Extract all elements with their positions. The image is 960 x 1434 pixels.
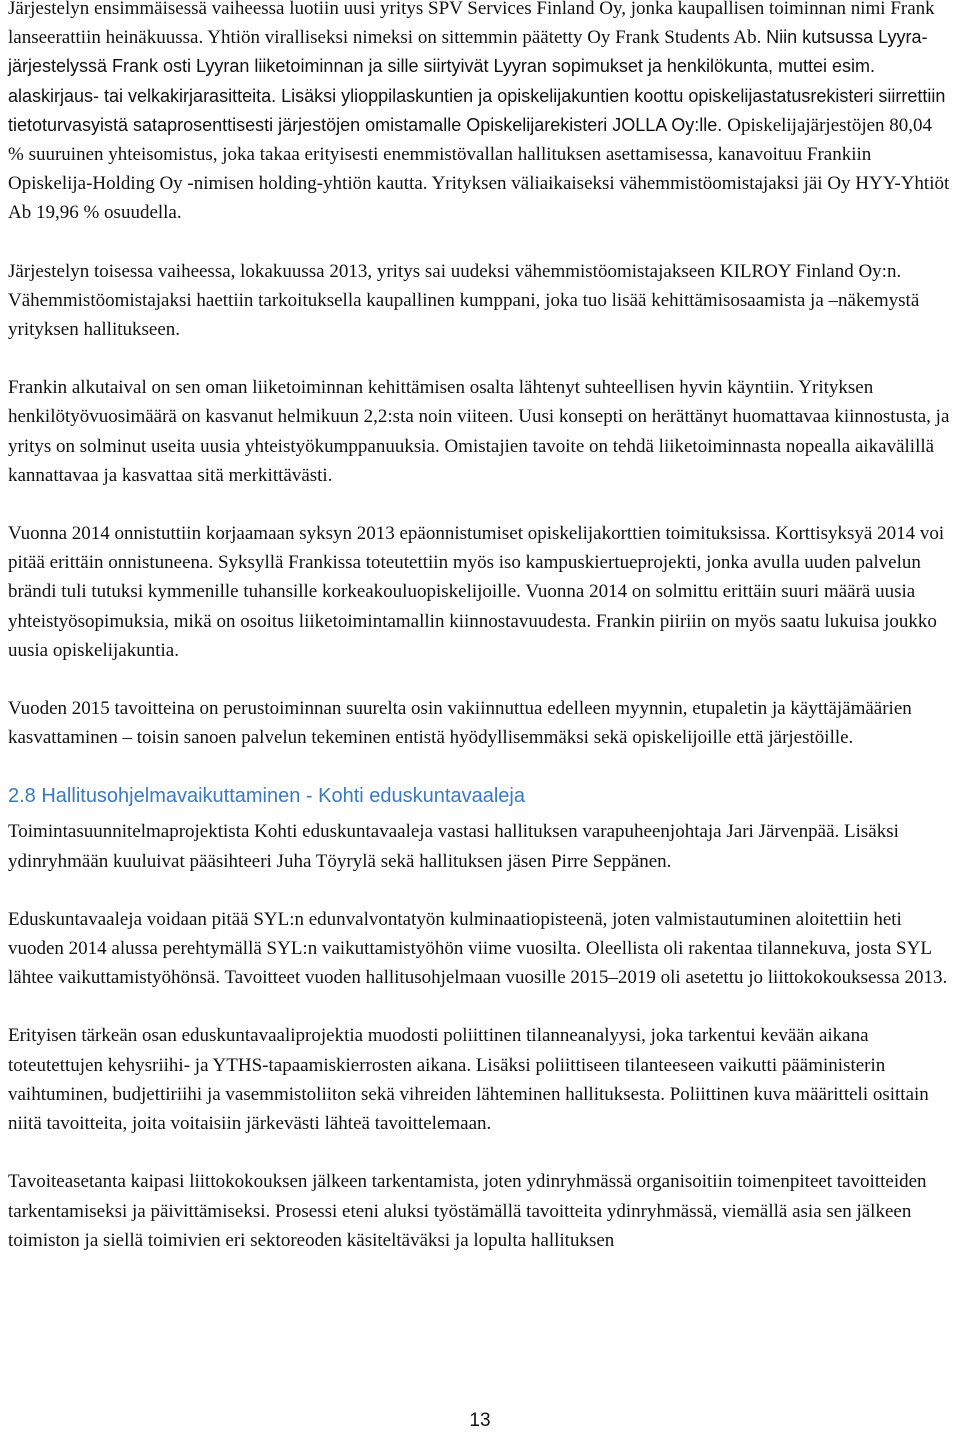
paragraph-project-team: Toimintasuunnitelmaprojektista Kohti eduskuntavaaleja vastasi hallituksen varapuheenjohtaja Jari Järvenpää. Lisäksi ydinryhmään kuuluivat pääsihteeri Juha Töyrylä sekä hallituksen jäsen Pirre Seppänen.	[8, 821, 899, 872]
page-number: 13	[469, 1410, 491, 1431]
paragraph-political-analysis: Erityisen tärkeän osan eduskuntavaaliprojektia muodosti poliittinen tilanneanalyysi, joka tarkentui kevään aikana toteutettujen kehysriihi- ja YTHS-tapaamiskierrosten aikana. Lisäksi poliittiseen tilanteeseen vaikutti pääministerin vaihtuminen, budjettiriihi ja vasemmistoliiton sekä vihreiden lähteminen hallituksesta. Poliittinen kuva määritteli osittain niitä tavoitteita, joita voitaisiin järkevästi lähteä tavoittelemaan.	[8, 1025, 929, 1135]
paragraph-2014-cards: Vuonna 2014 onnistuttiin korjaamaan syksyn 2013 epäonnistumiset opiskelijakorttien toimituksissa. Korttisyksyä 2014 voi pitää erittäin onnistuneena. Syksyllä Frankissa toteutettiin myös iso kampuskiertueprojekti, jonka avulla uuden palvelun brändi tuli tutuksi kymmenille tuhansille korkeakouluopiskelijoille. Vuonna 2014 on solmittu erittäin suuri määrä uusia yhteistyösopimuksia, mikä on osoitus liiketoimintamallin kiinnostavuudesta. Frankin piiriin on myös saatu lukuisa joukko uusia opiskelijakuntia.	[8, 523, 945, 661]
paragraph-frank-development: Frankin alkutaival on sen oman liiketoiminnan kehittämisen osalta lähtenyt suhteellisen hyvin käyntiin. Yrityksen henkilötyövuosimäärä on kasvanut helmikuun 2,2:sta noin viiteen. Uusi konsepti on herättänyt huomattavaa kiinnostusta, ja yritys on solminut useita uusia yhteistyökumppanuuksia. Omistajien tavoite on tehdä liiketoiminnasta nopealla aikavälillä kannattavaa ja kasvattaa sitä merkittävästi.	[8, 377, 950, 486]
paragraph-frank-arrangement-phase-1	[8, 0, 952, 228]
paragraph-2015-goals: Vuoden 2015 tavoitteina on perustoiminnan suurelta osin vakiinnuttua edelleen myynnin, etupaletin ja käyttäjämäärien kasvattaminen – toisin sanoen palvelun tekeminen entistä hyödyllisemmäksi sekä opiskelijoille että järjestöille.	[8, 698, 912, 749]
document-page	[8, 0, 952, 1284]
paragraph-segment: Opiskelijajärjestöjen 80,04 % suuruinen yhteisomistus, joka takaa erityisesti enemmistövallan hallituksen asettamisessa, kanavoituu Frankiin Opiskelija-Holding Oy -nimisen holding-yhtiön kautta. Yrityksen väliaikaiseksi vähemmistöomistajaksi jäi Oy HYY-Yhtiöt Ab 19,96 % osuudella.	[8, 114, 950, 224]
paragraph-frank-arrangement-phase-2: Järjestelyn toisessa vaiheessa, lokakuussa 2013, yritys sai uudeksi vähemmistöomistajakseen KILROY Finland Oy:n. Vähemmistöomistajaksi haettiin tarkoituksella kaupallinen kumppani, joka tuo lisää kehittämisosaamista ja –näkemystä yrityksen hallitukseen.	[8, 260, 920, 341]
paragraph-segment-sans: Niin kutsussa Lyyra-järjestelyssä Frank osti Lyyran liiketoiminnan ja sille siirtyivät Lyyran sopimukset ja henkilökunta, muttei esim. alaskirjaus- tai velkakirjarasitteita. Lisäksi ylioppilaskuntien ja opiskelijakuntien koottu opiskelijastatusrekisteri siirrettiin tietoturvasyistä sataprosenttisesti järjestöjen omistamalle Opiskelijarekisteri JOLLA Oy:lle.	[8, 27, 946, 135]
paragraph-election-preparation: Eduskuntavaaleja voidaan pitää SYL:n edunvalvontatyön kulminaatiopisteenä, joten valmistautuminen aloitettiin heti vuoden 2014 alussa perehtymällä SYL:n vaikuttamistyöhön viime vuosilta. Oleellista oli rakentaa tilannekuva, josta SYL lähtee vaikuttamistyöhönsä. Tavoitteet vuoden hallitusohjelmaan vuosille 2015–2019 oli asetettu jo liittokokouksessa 2013.	[8, 908, 948, 989]
paragraph-segment: Järjestelyn ensimmäisessä vaiheessa luotiin uusi yritys SPV Services Finland Oy, jonka kaupallisen toiminnan nimi Frank lanseerattiin heinäkuussa. Yhtiön viralliseksi nimeksi on sittemmin päätetty Oy Frank Students Ab.	[8, 0, 935, 49]
section-heading: 2.8 Hallitusohjelmavaikuttaminen - Kohti eduskuntavaaleja	[8, 785, 525, 808]
paragraph-goal-setting: Tavoiteasetanta kaipasi liittokokouksen jälkeen tarkentamista, joten ydinryhmässä organisoitiin toimenpiteet tavoitteiden tarkentamiseksi ja päivittämiseksi. Prosessi eteni aluksi työstämällä tavoitteita ydinryhmässä, viemällä asia sen jälkeen toimiston ja siellä toimivien eri sektoreoden käsiteltäväksi ja lopulta hallituksen	[8, 1171, 927, 1251]
